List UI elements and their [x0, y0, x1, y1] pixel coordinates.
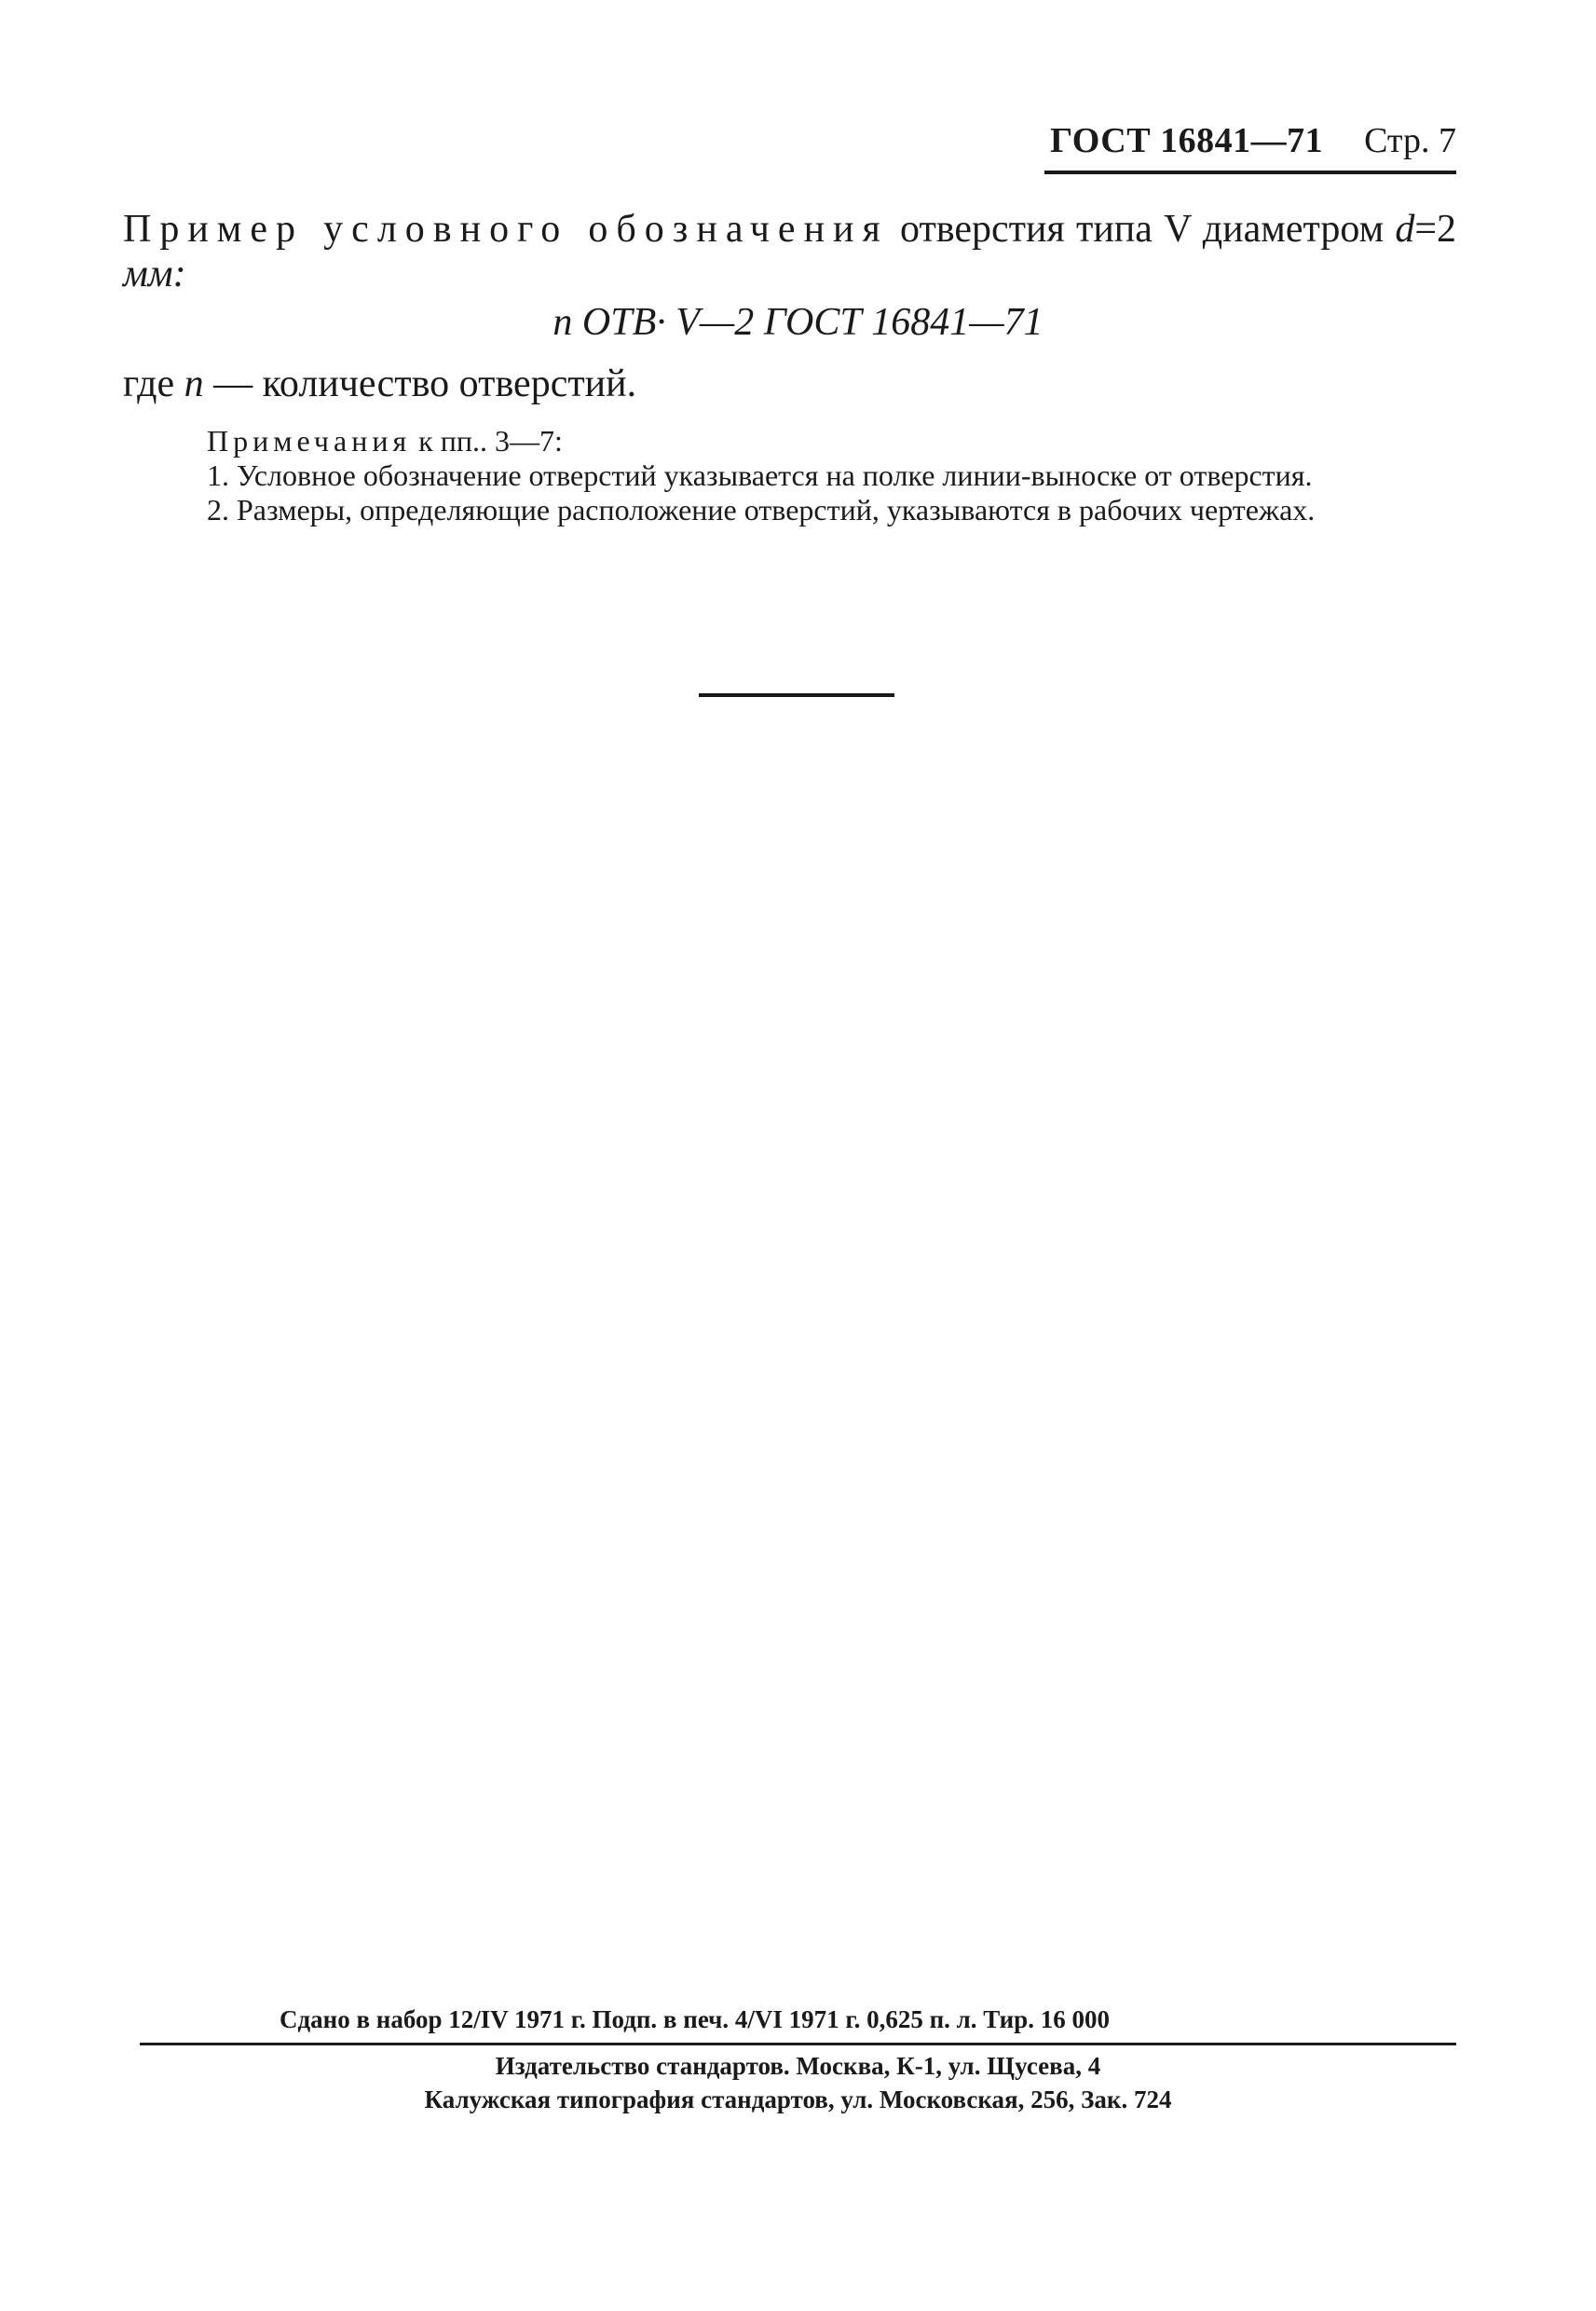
notes-title	[207, 424, 1418, 458]
header-rule	[1044, 171, 1456, 174]
section-end-rule	[699, 693, 894, 697]
notes-list	[123, 458, 1456, 527]
diameter-value: =2	[1414, 208, 1456, 251]
imprint-printer: Калужская типография стандартов, ул. Московская, 256, Зак. 724	[424, 2085, 1172, 2113]
page-number: Стр. 7	[1364, 121, 1456, 160]
imprint-print-details: Сдано в набор 12/IV 1971 г. Подп. в печ. 4/VI 1971 г. 0,625 п. л. Тир. 16 000	[280, 2005, 1110, 2033]
where-line	[123, 362, 1456, 406]
note-item: 1. Условное обозначение отверстий указывается на полке линии-выноске от отверстия.	[207, 458, 1313, 492]
notes-title-spaced: Примечания	[207, 424, 412, 458]
imprint-rule	[140, 2043, 1456, 2045]
page-header	[1050, 123, 1456, 158]
where-prefix: где	[123, 362, 184, 405]
designation-example: n ОТВ· V—2 ГОСТ 16841—71	[552, 301, 1044, 344]
standard-code: ГОСТ 16841—71	[1050, 121, 1324, 160]
example-intro-text: отверстия типа V диаметром	[888, 208, 1396, 251]
note-item: 2. Размеры, определяющие расположение отверстий, указываются в рабочих чертежах.	[207, 493, 1316, 526]
where-text: — количество отверстий.	[203, 362, 637, 405]
where-variable: n	[184, 362, 204, 405]
diameter-unit: мм:	[123, 253, 186, 295]
imprint-publisher: Издательство стандартов. Москва, К-1, ул. Щусева, 4	[495, 2052, 1101, 2080]
notes-title-rest: к пп.. 3—7:	[411, 424, 563, 458]
diameter-variable: d	[1395, 208, 1415, 251]
example-intro-paragraph	[123, 207, 1456, 296]
example-intro-spaced: Пример условного обозначения	[123, 208, 889, 251]
